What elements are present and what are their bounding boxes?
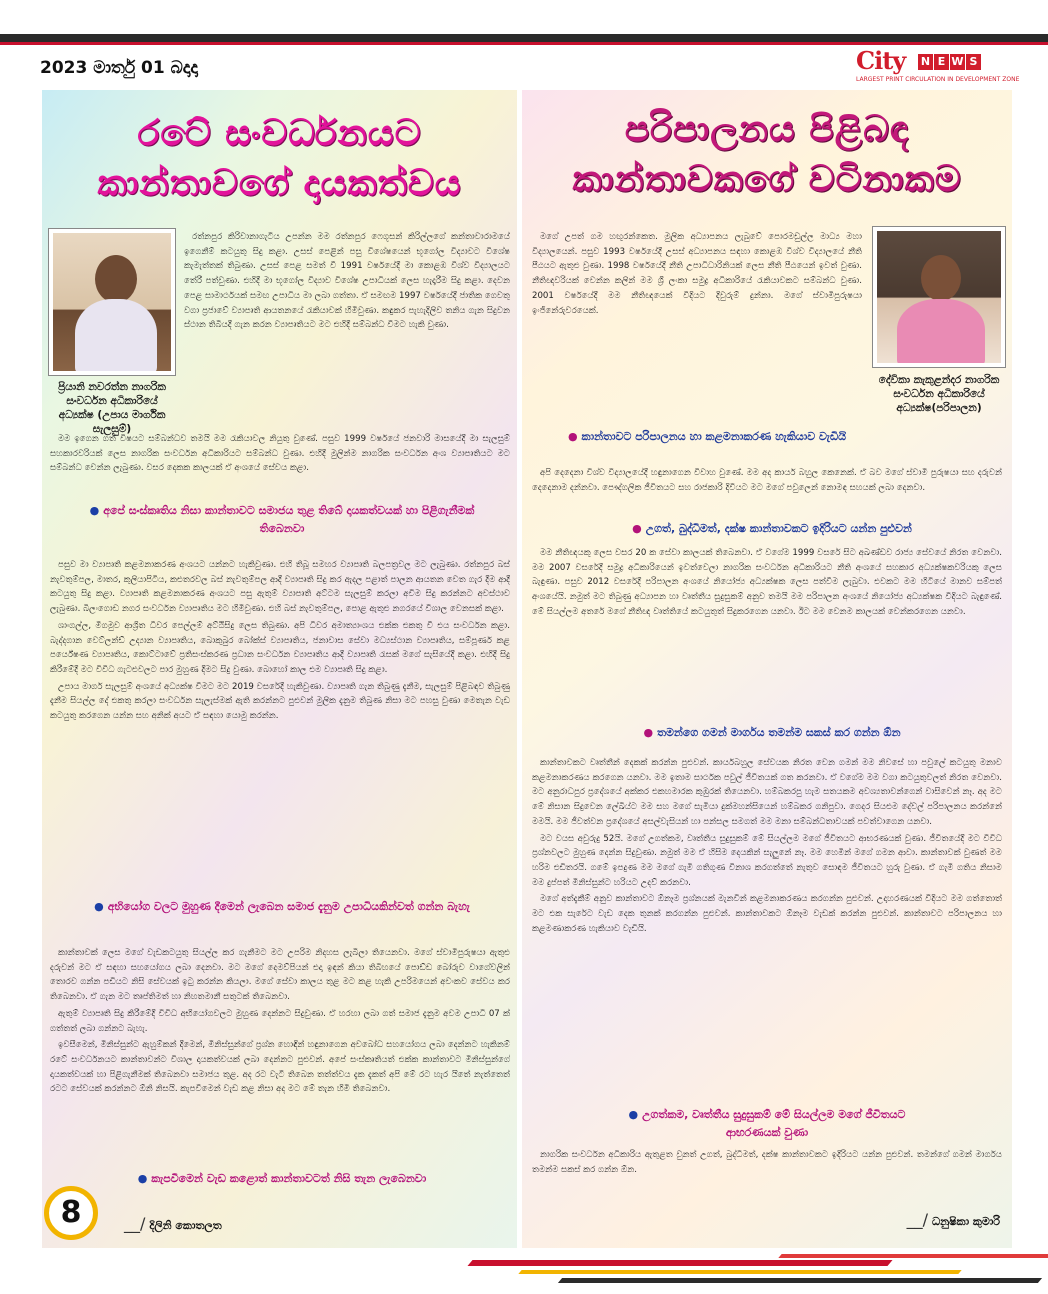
subhead-text: උගත්, බුද්ධිමත්, දක්ෂ කාන්තාවකට ඉදිරියට යන්න පුළුවන් <box>645 522 912 535</box>
bullet-icon: ● <box>89 504 100 517</box>
portrait-image <box>53 233 171 371</box>
portrait-body-shape <box>75 299 157 371</box>
left-article <box>42 90 517 1248</box>
left-photo-caption: ප්‍රියානි නවරත්න නාගරික සංවර්ධන අධිකාරියේ අධ්‍යක්ෂ (උපාය මාර්ගික සැලසුම්) <box>58 381 166 435</box>
left-subhead-1 <box>72 502 492 538</box>
logo-news-letter: S <box>966 54 981 70</box>
footer-stripe <box>778 1254 1048 1258</box>
paragraph: අපි දෙදෙනා විශ්ව විද්‍යාලයේදී හඳුනාගෙන විවාහ වුණේ. මම අද කාර්ය බහුල කෙනෙක්. ඒ බව මගේ ස්වාමි පුරුෂයා සහ දරුවන් දෙදෙනාම දන්නවා. පෞද්ගලික ජීවිතයට සහ රාජකාරි දිවියට මට මගේ පවුලෙන් නොමඳ සහයක් ලබා දෙනවා. <box>532 468 1002 493</box>
subhead-text: කැපවීමෙන් වැඩ කළොත් කාන්තාවටත් නිසි තැන ලැබෙනවා <box>151 1172 427 1185</box>
right-section-2 <box>532 546 1002 714</box>
paragraph: උපාය මාර්ග සැලසුම් අංශයේ අධ්‍යක්ෂ වීමට මට 2019 වසරේදී හැකිවුණා. ව්‍යාපෘති ගැන තිබුණු දැනීම, සැලසුම් පිළිබඳව තිබුණු දැනීම සියල්ල දේ එකතු කරලා සංවර්ධන සැලැස්මක් ඇති කරන්නට පුළුවන් මුලික දැනුම තිබුණ නිසා මට පහසු වුණා මෙතැන වැඩ කටයුතු කරගෙන යන්න සහ අනික් අයට ඒ සඳහා යොමු කරන්න. <box>50 681 510 722</box>
footer-stripe <box>518 1270 961 1274</box>
paragraph: මම ඉගෙන ගත් විෂයට සම්බන්ධව තමයි මම රැකියාවල නියුතු වුණේ. පසුව 1999 වර්ෂයේ ජනවාරි මාසයේදී මා සැලසුම් සහකාරවරියක් ලෙස නාගරික සංවර්ධන අධිකාරියට සම්බන්ධ වුණා. එහිදී මුලින්ම නාගරික සංවර්ධන අංශ ව්‍යාපෘතියට මට සම්බන්ධ වෙන්න ලැබුණා. වසර දෙකක කාලයක් ඒ අංශයේ සේවය කළා. <box>50 434 510 474</box>
right-section-1 <box>532 466 1002 514</box>
logo-city-text: City <box>856 46 906 75</box>
logo-news-letter: W <box>951 55 964 68</box>
paragraph: ඇතුම් ව්‍යාපෘති සිදු කිරීමේදී විවිධ අභියෝගවලට මුහුණ දෙන්නට සිදුවුණා. ඒ හරහා ලබා ගත් සමාජ දැනුම අවම උපාධි 07 ක් ගත්තත් ලබා ගන්නට බැහැ. <box>50 1008 510 1034</box>
paragraph: කාන්තාවකට වෘත්තීන් දෙකක් කරන්න පුළුවන්. කාර්යබහුල සේවයක නිරත වෙන ගමන් මම නිවසේ හා පවුලේ කටයුතු මනාව කළමනාකරණය කරගෙන යනවා. මම ඉතාම සාර්ථක පවුල් ජීවිතයක් ගත කරනවා. ඒ වගේම මම වගා කටයුතුවලත් නිරත වෙනවා. මට අනුරාධපුර ප්‍රදේශයේ අක්කර එකහමාරක කුඹුරක් තියෙනවා. හම්බකරපු හැම සතයකම අවශ්‍යතාවන්ගෙන් වාසිවෙන් නෑ. අද මට මේ නිසාන සිදුවෙන ලේඛිය්ට මම සහ මගේ සැමියා දුක්මහන්සියෙන් හම්බකර ගනිපුවා. ගෙදර සියළුම දේවල් පරිපාලනය කරන්නේ මමයි. මම ජීවත්වන ප්‍රදේශයේ අසල්වැසියන් හා පන්සල සමගත් මම මනා සම්බන්ධතාවයක් පවත්වාගෙන යනවා. <box>532 758 1002 827</box>
top-bar-red-line <box>0 42 1048 45</box>
top-bar <box>0 34 1048 42</box>
left-intro-text-cont <box>50 432 510 494</box>
left-section-1 <box>50 558 510 894</box>
footer-stripe <box>467 1260 892 1266</box>
subhead-text: අභියෝග වලට මුහුණ දීමෙන් ලැබෙන සමාජ දැනුම උපාධියකින්වත් ගන්න බැහැ <box>107 900 470 913</box>
right-intro-text <box>532 230 862 420</box>
portrait-body-shape <box>897 299 985 363</box>
subhead-text: උගත්කම, වෘත්තීය සුදුසුකම් මේ සියල්ලම මගේ ජීවිතයට ආභරණයක් වුණා <box>642 1108 906 1139</box>
logo-tagline: LARGEST PRINT CIRCULATION IN DEVELOPMENT ZONE <box>856 76 1020 83</box>
right-article <box>522 90 1012 1248</box>
left-subhead-3 <box>112 1170 452 1188</box>
paragraph: පසුව මා ව්‍යාපෘති කළමනාකරණ අංශයට යන්නට හැකිවුණා. එහි තිබූ සමහර ව්‍යාපෘති බලපත්‍රවල මට ලැබුණා. රත්නපුර බස් නැවතුම්පල, මාතර, කුලියාපිටිය, කළුතරවල බස් නැවතුම්පල ආදී ව්‍යාපෘති සිදු කර ඇදල පළාත් පාලන ආයතන වෙත ගැර දීම ආදී කටයුතු සිදු කළා. ව්‍යාපෘති කළමනාකරණ අංශයට පසු ඇතුම් ව්‍යාපෘති අට්ටම සැලසුම් කරලා අවිම සිදු කරන්නට අවස්ථාව ලැබුණා. බිලංගොඩ නගර සංවර්ධන ව්‍යාපෘතිය මට හිමිවුණා. එහි බස් නැවතුම්පල, පොළ ඇතුළු නගරයේ විශාල වෙනසක් කළා. <box>50 560 510 615</box>
logo-news-letter: N <box>918 54 933 70</box>
right-subhead-2 <box>552 520 992 538</box>
subhead-text: කාන්තාවට පරිපාලනය හා කළමනාකරණ හැකියාව වැඩියි <box>581 430 847 443</box>
page-number: 8 <box>44 1186 98 1240</box>
right-byline <box>907 1210 1000 1229</box>
right-headline: පරිපාලනය පිළිබඳ කාන්තාවකගේ වටිනාකම <box>572 108 962 200</box>
paragraph: මම නීතිඥයකු ලෙස වසර 20 ක සේවා කාලයක් තිබෙනවා. ඒ වගේම 1999 වසරේ සිට අඛණ්ඩව රාජ්‍ය සේවයේ නිරත වෙනවා. මම 2007 වසරේදී සමුද්‍ර අධිකාරියෙන් ඉවත්වෙලා නාගරික සංවර්ධන අධිකාරියට නීති අංශයේ සහකාර අධ්‍යක්ෂකවරියකු ලෙස බැඳුණා. පසුව 2012 වසරේදී පරිපාලන අංශයේ නියෝජ්‍ය අධ්‍යක්ෂක ලෙස පත්වීම ලැබුවා. එවකට මම හිටියේ මානව සම්පත් අංශයේයි. නමුත් මට තිබුණු අධ්‍යාපන හා වෘත්තීය සුදුසුකම් අනුව තමයි මම පරිපාලන අංශයේ නියෝජ්‍ය අධ්‍යක්ෂක විදියට බැඳුණේ. මේ සියල්ලම අතරේ මගේ නීතිඥ වෘත්තියේ කටයුතුත් සිදුකරගෙන යනවා. ඊට මම වෙනම කාලයක් වෙන්කරගෙන යනවා. <box>532 548 1002 617</box>
logo-news-letter: E <box>934 54 949 70</box>
bullet-icon: ● <box>643 726 654 739</box>
paragraph: ඉවසීමෙන්, මිනිස්සුන්ට ඇහුම්කන් දීමෙන්, මිනිස්සුන්ගේ ප්‍රශ්න හොඳින් හඳුනාගෙන අවබෝධ සහයෝගය ලබා දෙන්නට හැකිනම් රටේ සංවර්ධනයට කාන්තාවන්ට විශාල දායකත්වයක් ලබා දෙන්නට පුළුවන්. අපේ සංස්කෘතියත් එක්ක කාන්තාවට මිනිස්සුන්ගේ දායකත්වයක් හා පිළිගැනීමක් තිබෙනවා සමාජය තුළ. අද රට වැටී තිබෙන තත්ත්වය දැක දැකත් අපි මේ රට හැර යිතේ නැත්තෙත් රටට සේවයක් කරන්නට ඕනි නිසයි. කැපවීමෙන් වැඩ කළ නිසා අද මට මේ තැන හිමි තිබෙනවා. <box>50 1040 510 1095</box>
left-byline <box>124 1214 222 1233</box>
paragraph: මට වයස අවුරුදු 52යි. මගේ උගත්කම, වෘත්තීය සුදුසුකම් මේ සියල්ලම මගේ ජීවිතයට ආභරණයක් වුණා. ජීවිතයේදී මට විවිධ ප්‍රශ්නවලට මුහුණ දෙන්න සිදුවුණා. නමුත් මම ඒ හිසිම දෙයකින් සැලුනේ නෑ. මම හෙමින් මගේ ගමන ආවා. කාන්තාවක් වුණත් මම හරිම එඩිතරයි. ගමේ ඉපදුණ මම මගේ ගැමි ගතිගුණ විනාශ කරගත්තේ නැතුව සොඳම ජීවිතයට හුරු වුණා. ඒ ගැමි ගතිය නිසාම මම දුප්පත් මිනිස්සුන්ට හරියට උදව් කරනවා. <box>532 833 1002 888</box>
portrait-head-shape <box>95 255 137 303</box>
bullet-icon: ● <box>632 522 642 535</box>
bullet-icon: ● <box>94 900 104 913</box>
paragraph: කාන්තාවක් ලෙස මගේ වැඩකටයුතු සියල්ල කර ගැනීමට මට උපරිම නිදහස ලැබිලා තියෙනවා. මගේ ස්වාමිපුරුෂයා ඇතුළු දරුවන් මට ඒ සඳහා සහයෝගය ලබා දෙනවා. මට මගේ දෙමව්පියන් එදා ඉඳන් කියා තිබිහයේ පොඩ්ඩ බෝරුව වාගේවලින් තොරව ගන්න පඩියට නිසි සේවයක් ඉටු කරන්න කියලා. මගේ සේවා කාලය තුළ මට කළ හැකි උපරිමයෙන් අවංකව සේවය කර තිබෙනවා. ඒ ගැන මට තෘප්තිමත් හා නිහතමානී සතුටක් තිබෙනවා. <box>50 948 510 1003</box>
left-section-2 <box>50 946 510 1170</box>
right-subhead-1 <box>562 428 852 446</box>
left-headline: රටේ සංවර්ධනයට කාන්තාවගේ දායකත්වය <box>97 112 462 204</box>
right-subhead-3 <box>562 724 982 742</box>
subhead-text: අපේ සංස්කෘතිය නිසා කාන්තාවට සමාජය තුළ තිබේ දායකත්වයක් හා පිළිගැනීමක් තිබෙනවා <box>103 504 475 535</box>
footer-stripe <box>558 1278 1042 1283</box>
paragraph: මගේ උපත් ගම හඟුරන්කෙත. මුලික අධ්‍යාපනය ලැබුවේ පොරමඩුල්ල මාධ්‍ය මහා විද්‍යාලයෙන්. පසුව 1993 වර්ෂයේදී උසස් අධ්‍යාපනය සඳහා කොළඹ විශ්ව විද්‍යාලයේ නීති පීඨයට ඇතුළු වුණා. 1998 වර්ෂයේදී නීති උපාධිධාරිනියක් ලෙස නීති පීඨයෙන් ඉවත් වුණා. නීතිඥවරියක් වෙන්න කලින් මම ශ්‍රී ලංකා සමුද්‍ර අධිකාරියේ රැකියාවකට සම්බන්ධ වුණා. 2001 වර්ෂයේදී මම නීතිඥයෙක් විදියට දිවුරුම් දුන්නා. මගේ ස්වාමිපුරුෂයා ඉංජිනේරුවරයෙක්. <box>532 232 862 316</box>
logo-news-letters <box>918 54 982 70</box>
bullet-icon: ● <box>628 1108 639 1121</box>
subhead-text: තමන්ගෙ ගමන් මාර්ගය තමන්ම සකස් කර ගන්න ඕන <box>657 726 901 739</box>
byline-author: ධනුෂිකා කුමාරි <box>931 1215 1000 1228</box>
portrait-head-shape <box>921 255 961 301</box>
paragraph: ශාංගල්ල, මීගමුව ආශ්‍රිත ධීවර පෙල්ලම් අට්ඨිසිදු ලෙස තිබුණා. අපි ධීවර අමාත්‍යාංශය එක්ක එකතු වී එය සංවර්ධන කළා. බැද්දගාන වෙට්ලන්ඩ් උද්‍යාන ව්‍යාපෘතිය, බොකුබුර බෝක්ස් ව්‍යාපෘතිය, ජනාවාස සේවා මධ්‍යස්ථාන ව්‍යාපෘතිය, සම්පූර්ණ කළ පර්යේෂණ ව්‍යාපෘතිය, කොට්ටාවේ ප්‍රතිසංස්කරණ ප්‍රධාන සංවර්ධන ව්‍යාපෘතිය ආදී ව්‍යාපෘති රැසක් මගේ සැසියේදී කළා. එහිදී සිදු කිරීමේදී මට විවිධ ගැටළුවලට පාර මුහුණ දීමට සිදු වුණා. බොහෝ කාල එම ව්‍යාපෘති සිදු කළා. <box>50 620 510 675</box>
left-intro-text <box>184 230 510 430</box>
right-subhead-4 <box>602 1106 932 1142</box>
paragraph: රත්නපුර කිරිවානාගැටිය උපන්න මම රත්නපුර ෆෙගූසන් කිරිල්ලගේ කන්තාවාරාමයේ ඉගෙනීම් කටයුතු සිදු කළා. උසස් පෙළින් පසු විශේෂයෙන් භූගෝල විද්‍යාවට විශේෂ කැමැත්තක් තිබුණා. උසස් පෙළ සමත් වී 1991 වර්ෂයේදී මා කොළඹ විශ්ව විද්‍යාලයට තේරී පත්වුණා. එහිදී මා භූගෝල විද්‍යාව විශේෂ උපාධියක් ලෙස හැදෑරීම සිදු කළා. දෙවන පෙළ සාමාර්ථයක් සමඟ උපාධිය මා ලබා ගත්තා. ඒ සමඟම 1997 වර්ෂයේදී ජාතික ගෙවතු වගා ප්‍රජාවේ ව්‍යාපෘති ආයතනයේ රැකියාවක් හිමිවුණා. කඳුකර පැහැදිලිව තනිය ගැන සිදුවන ස්ථාන තිබියදී ගැන කරන ව්‍යාපෘතියට මට එහිදී සම්බන්ධ වීමට හැකි වුණා. <box>184 232 510 331</box>
right-section-3 <box>532 756 1002 1096</box>
right-closing-text <box>532 1148 1002 1194</box>
byline-slash-icon: __/ <box>906 1210 928 1229</box>
bullet-icon: ● <box>567 430 578 443</box>
left-subhead-2 <box>72 898 492 916</box>
footer-decoration <box>0 1250 1048 1294</box>
byline-slash-icon: __/ <box>124 1214 146 1233</box>
right-portrait-photo <box>872 226 1006 368</box>
bullet-icon: ● <box>137 1172 148 1185</box>
left-portrait-photo <box>48 228 176 376</box>
citynews-logo <box>856 46 1020 83</box>
right-photo-caption: දේවිකා කැකුළන්දර නාගරික සංවර්ධන අධිකාරියේ අධ්‍යක්ෂ(පරිපාලන) <box>878 374 1000 414</box>
byline-author: දිලිනි කොතලත <box>149 1219 222 1232</box>
portrait-image <box>877 231 1001 363</box>
issue-date: 2023 මාර්තු 01 බදාදා <box>40 58 198 78</box>
paragraph: මගේ අත්දැකීම් අනුව කාන්තාවට ඕනෑම ප්‍රශ්නයක් මැනවින් කළමනාකරණය කරගන්න පුළුවන්. උදාහරණයක් විදියට මම ගත්තොත් මට එක සැරේට වැඩ දෙක තුනක් කරගන්න පුළුවන්. කාන්තාවකට ඕනෑම වැඩක් කරන්න පුළුවන්. කාන්තාවට පරිපාලනය හා කළමණාකරණ හැකියාව වැඩියි. <box>532 894 1002 934</box>
paragraph: නාගරික සංවර්ධන අධිකාරිය ඇතුළත වුනත් උගත්, බුද්ධිමත්, දක්ෂ කාන්තාවකට ඉදිරියට යන්න පුළුවන්. තමන්ගේ ගමන් මාර්ගය තමන්ම සකස් කර ගන්න ඕන. <box>532 1150 1002 1175</box>
